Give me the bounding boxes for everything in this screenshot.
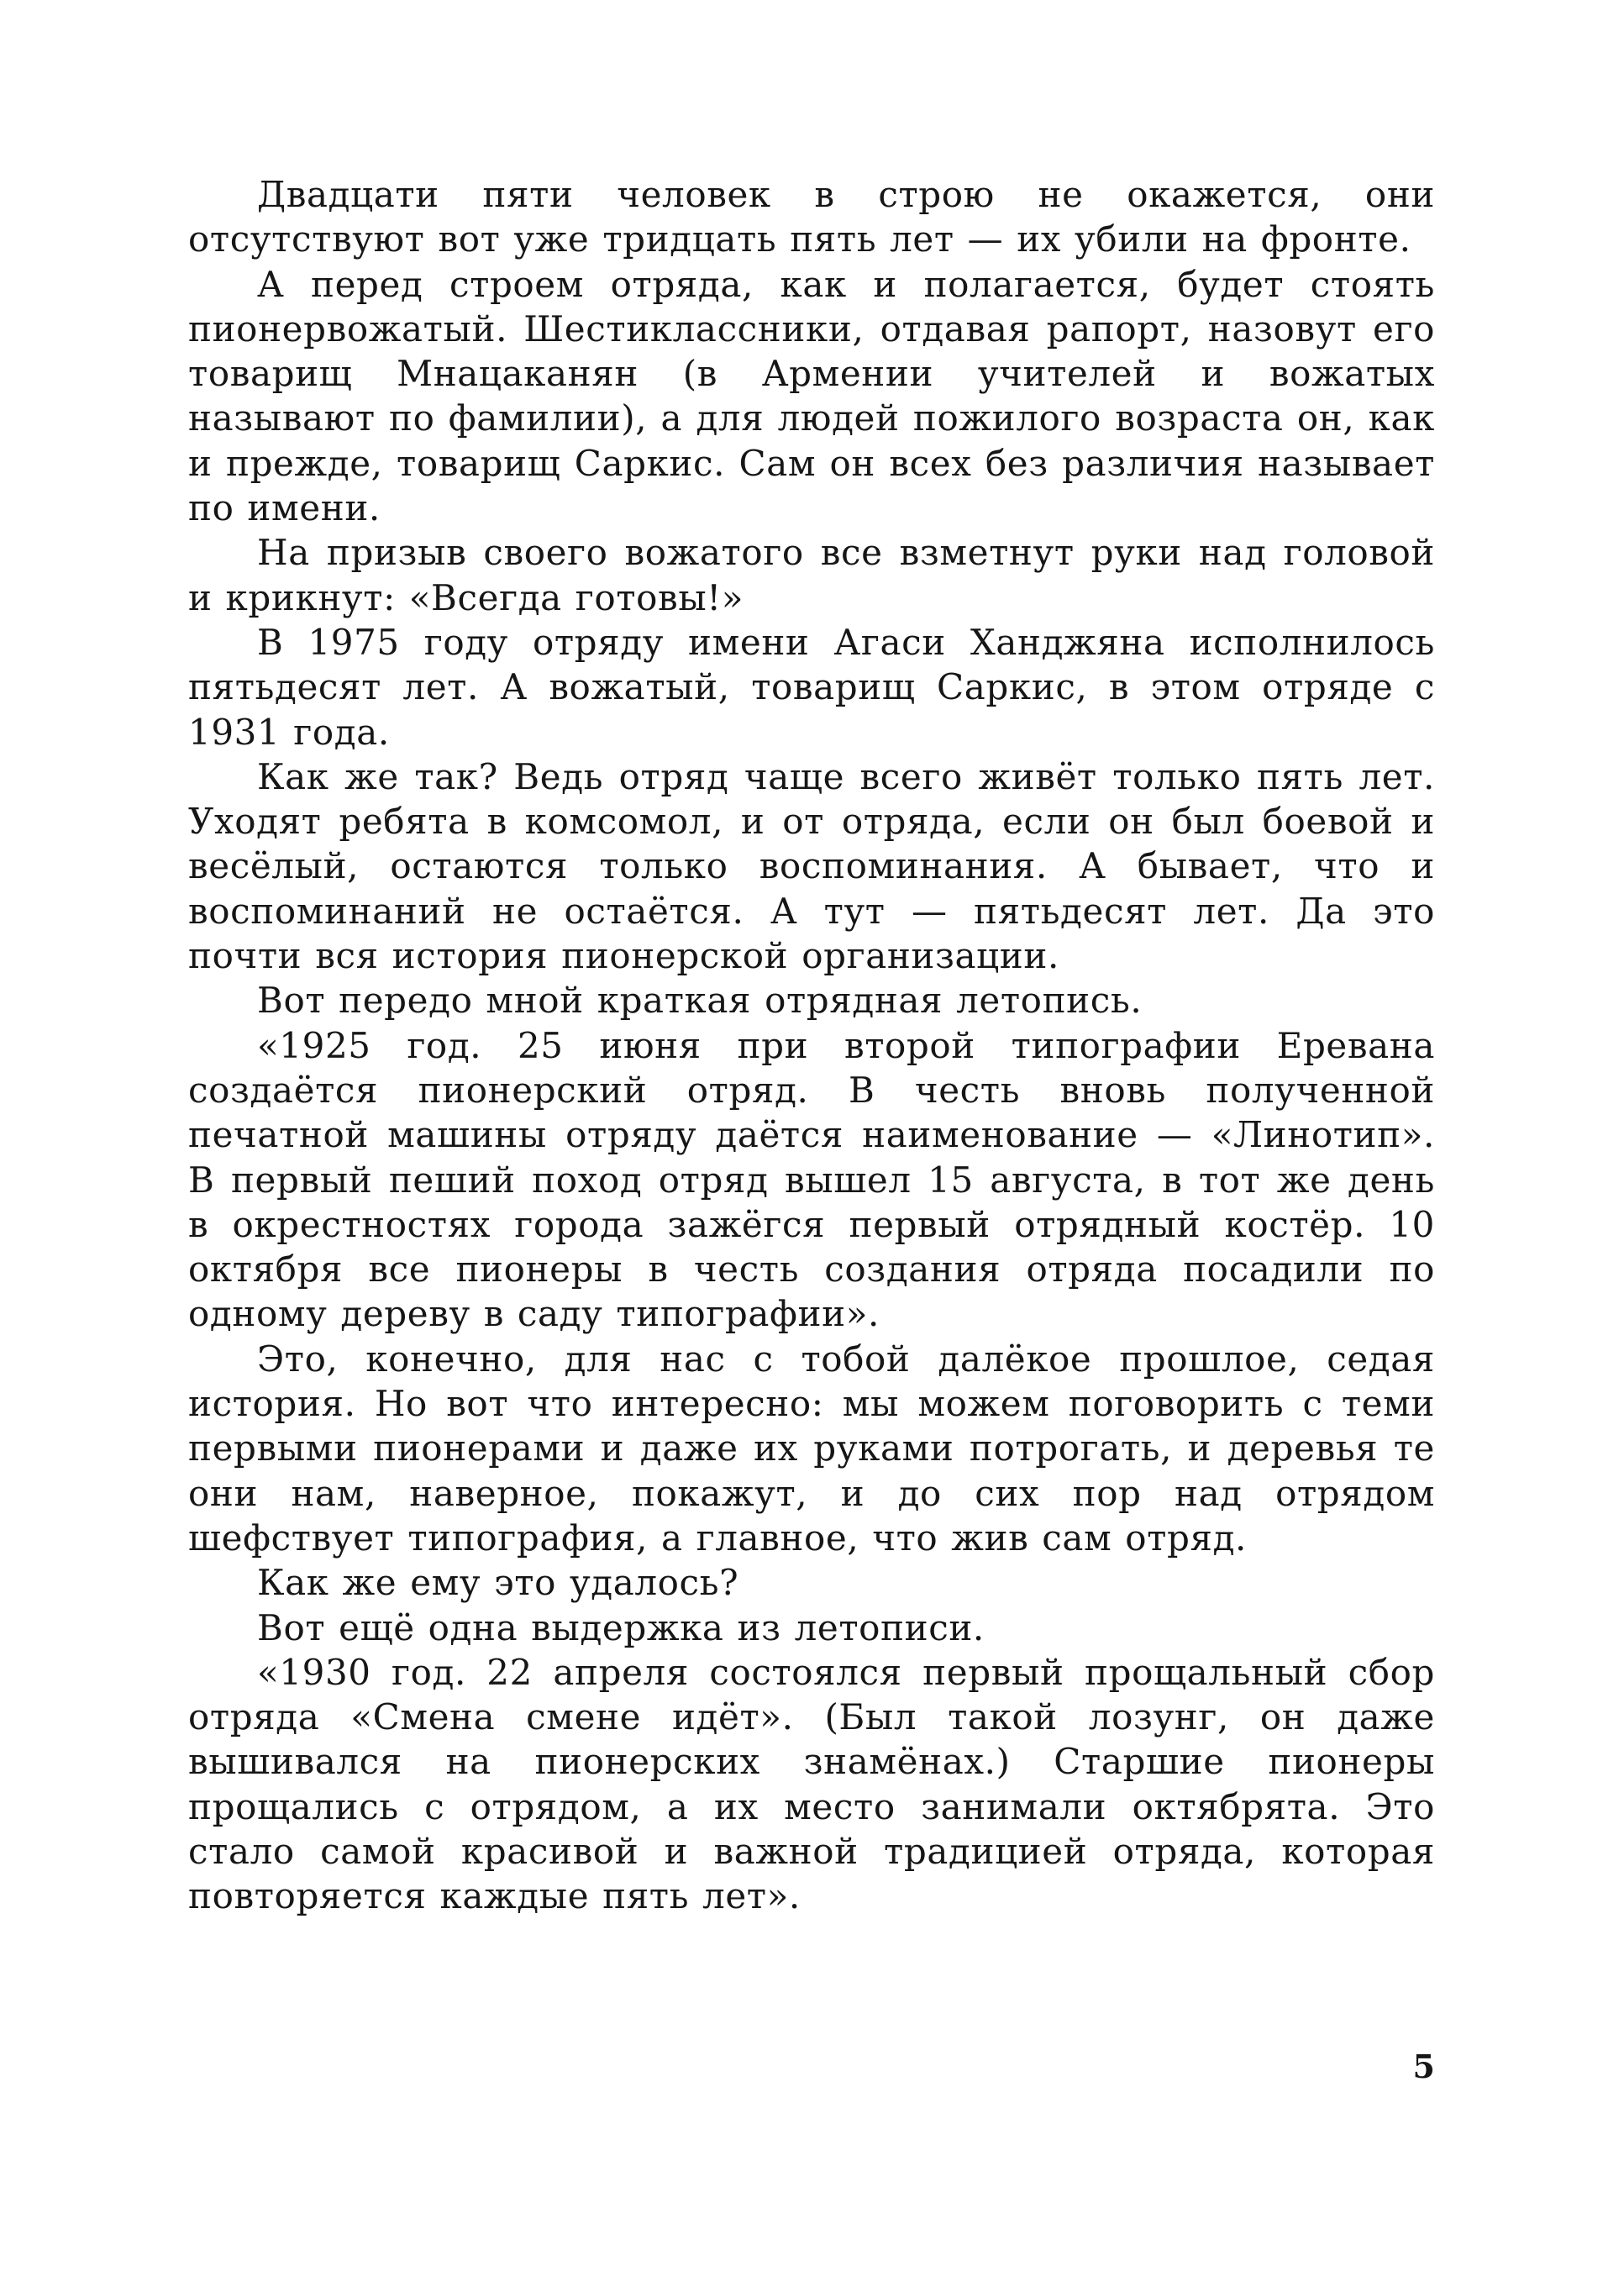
paragraph: А перед строем отряда, как и полагается, будет стоять пионервожатый. Шестиклассники, отдавая рапорт, назовут его товарищ Мнацаканян (в Армении учителей и вожатых называют по фамилии), а для людей пожилого возраста он, как и прежде, товарищ Саркис. Сам он всех без различия называет по имени. bbox=[188, 263, 1435, 529]
page-number: 5 bbox=[1412, 2048, 1435, 2085]
paragraph: Вот передо мной краткая отрядная летопись. bbox=[257, 980, 1143, 1022]
paragraph: В 1975 году отряду имени Агаси Ханджяна исполнилось пятьдесят лет. А вожатый, товарищ Саркис, в этом отряде с 1931 года. bbox=[188, 621, 1435, 753]
paragraph: Как же так? Ведь отряд чаще всего живёт только пять лет. Уходят ребята в комсомол, и от отряда, если он был боевой и весёлый, остаются только воспоминания. А бывает, что и воспоминаний не остаётся. А тут — пятьдесят лет. Да это почти вся история пионерской организации. bbox=[188, 755, 1435, 977]
paragraph: Это, конечно, для нас с тобой далёкое прошлое, седая история. Но вот что интересно: мы можем поговорить с теми первыми пионерами и даже их руками потрогать, и деревья те они нам, наверное, покажут, и до сих пор над отрядом шефствует типография, а главное, что жив сам отряд. bbox=[188, 1338, 1435, 1559]
paragraph: «1925 год. 25 июня при второй типографии Еревана создаётся пионерский отряд. В честь вновь полученной печатной машины отряду даётся наименование — «Линотип». В первый пеший поход отряд вышел 15 августа, в тот же день в окрестностях города зажёгся первый отрядный костёр. 10 октября все пионеры в честь создания отряда посадили по одному дереву в саду типографии». bbox=[188, 1024, 1435, 1335]
paragraph: Двадцати пяти человек в строю не окажется, они отсутствуют вот уже тридцать пять лет — их убили на фронте. bbox=[188, 174, 1435, 260]
paragraph: Вот ещё одна выдержка из летописи. bbox=[257, 1606, 985, 1648]
paragraph: Как же ему это удалось? bbox=[257, 1562, 739, 1604]
paragraph: «1930 год. 22 апреля состоялся первый прощальный сбор отряда «Смена смене идёт». (Был такой лозунг, он даже вышивался на пионерских знамёнах.) Старшие пионеры прощались с отрядом, а их место занимали октябрята. Это стало самой красивой и важной традицией отряда, которая повторяется каждые пять лет». bbox=[188, 1651, 1435, 1917]
body-text bbox=[188, 172, 1435, 1919]
paragraph: На призыв своего вожатого все взметнут руки над головой и крикнут: «Всегда готовы!» bbox=[188, 532, 1435, 618]
